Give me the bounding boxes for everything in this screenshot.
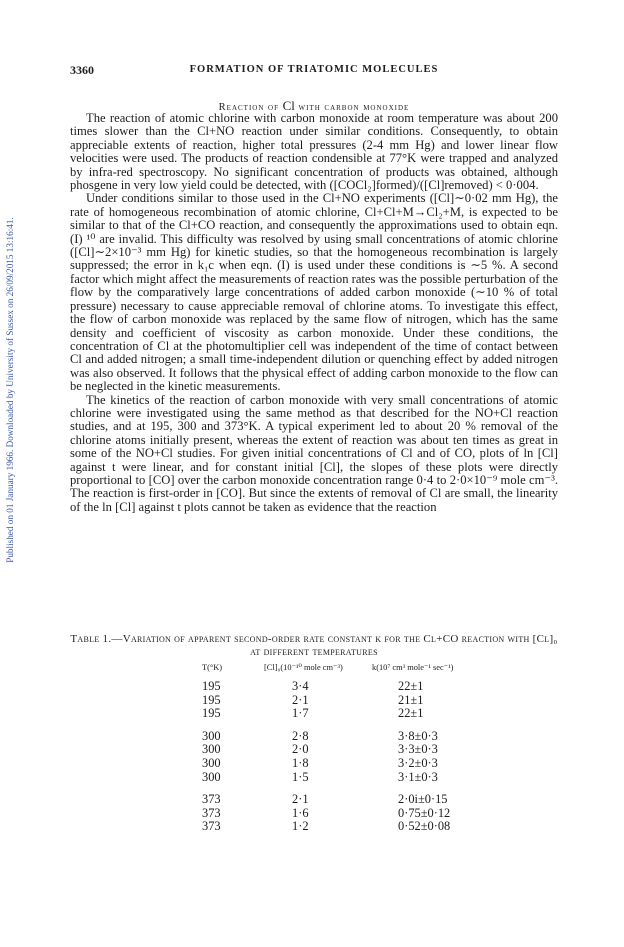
cell-rate-constant: 3·8±0·3 xyxy=(398,728,438,743)
cell-temperature: 373 xyxy=(202,792,221,807)
cell-rate-constant: 22±1 xyxy=(398,679,424,693)
table-row xyxy=(160,793,480,807)
cell-initial-cl: 1·8 xyxy=(292,755,309,770)
table-row xyxy=(160,743,480,757)
table-body xyxy=(160,680,480,834)
column-header-temperature: T(°K) xyxy=(202,662,223,672)
cell-initial-cl: 2·8 xyxy=(292,728,309,743)
cell-rate-constant: 3·3±0·3 xyxy=(398,742,438,757)
table-header-row xyxy=(160,662,480,680)
cell-temperature: 195 xyxy=(202,679,221,693)
paragraph: Under conditions similar to those used in the Cl+NO experiments ([Cl]∼0·02 mm Hg), the rate of homogeneous recombination of atomic chlorine, Cl+Cl+M→Cl₂+M, is expected to be similar to that of the Cl+CO reaction, and consequently the approximations used to obtain eqn. (I) ¹⁰ are invalid. This difficulty was resolved by using small concentrations of atomic chlorine ([Cl]∼2×10⁻³ mm Hg) for kinetic studies, so that the homogeneous recombination is largely suppressed; the error in k₁c when eqn. (I) is used under these conditions is ∼5 %. A second factor which might affect the measurements of reaction rates was the possible perturbation of the flow by the comparatively large concentrations of added carbon monoxide (∼10 % of total pressure) necessary to cause appreciable removal of chlorine atoms. To investigate this effect, the flow of carbon monoxide was replaced by the same flow of nitrogen, which has the same density and coefficient of viscosity as carbon monoxide. Under these conditions, the concentration of Cl at the photomultiplier cell was independent of the time of contact between Cl and added nitrogen; a small time-independent dilution or quenching effect by added nitrogen was also observed. It follows that the physical effect of adding carbon monoxide to the flow can be neglected in the kinetic measurements. xyxy=(70,191,558,394)
page-header xyxy=(70,63,558,77)
cell-rate-constant: 3·1±0·3 xyxy=(398,769,438,784)
section-heading-post: with carbon monoxide xyxy=(294,102,410,113)
cell-rate-constant: 22±1 xyxy=(398,706,424,721)
paragraph: The reaction of atomic chlorine with carbon monoxide at room temperature was about 200 times slower than the Cl+NO reaction under similar conditions. Consequently, to obtain appreciable extents of reaction, higher total pressures (2-4 mm Hg) and lower linear flow velocities were used. The products of reaction condensible at 77°K were trapped and analyzed by infra-red spectroscopy. No significant concentration of products was obtained, although phosgene in very low yield could be detected, with ([COCl₂]formed)/([Cl]removed) < 0·004. xyxy=(70,111,558,193)
table-row xyxy=(160,820,480,834)
cell-temperature: 300 xyxy=(202,755,221,770)
cell-rate-constant: 3·2±0·3 xyxy=(398,755,438,770)
column-header-rate-constant: k(10⁷ cm³ mole⁻¹ sec⁻¹) xyxy=(372,663,454,672)
cell-temperature: 300 xyxy=(202,742,221,757)
cell-initial-cl: 1·6 xyxy=(292,805,309,820)
table-row xyxy=(160,680,480,694)
cell-initial-cl: 1·7 xyxy=(292,706,309,721)
page-number: 3360 xyxy=(70,63,94,77)
download-notice xyxy=(3,180,17,600)
download-notice-text: Published on 01 January 1966. Downloaded by University of Sussex on 26/09/2015 13:16:41. xyxy=(5,217,15,563)
cell-temperature: 300 xyxy=(202,728,221,743)
cell-rate-constant: 2·0i±0·15 xyxy=(398,792,448,807)
cell-temperature: 195 xyxy=(202,692,221,707)
cell-temperature: 373 xyxy=(202,819,221,834)
table-row xyxy=(160,757,480,771)
cell-rate-constant: 21±1 xyxy=(398,692,424,707)
table-row xyxy=(160,771,480,785)
cell-initial-cl: 3·4 xyxy=(292,679,309,693)
cell-rate-constant: 0·75±0·12 xyxy=(398,805,451,820)
table-caption: Table 1.—Variation of apparent second-order rate constant k for the Cl+CO reaction with [Cl]₀ at different temperatures xyxy=(70,633,558,658)
table-row xyxy=(160,730,480,744)
cell-rate-constant: 0·52±0·08 xyxy=(398,819,451,834)
running-title: FORMATION OF TRIATOMIC MOLECULES xyxy=(189,64,439,75)
paragraph: The kinetics of the reaction of carbon monoxide with very small concentrations of atomic chlorine were investigated using the same method as that described for the NO+Cl reaction studies, and at 195, 300 and 373°K. A typical experiment led to about 20 % removal of the chlorine atoms initially present, whereas the extent of reaction was about ten times as great in some of the NO+Cl studies. For given initial concentrations of Cl and of CO, plots of ln [Cl] against t were linear, and for constant initial [Cl], the slopes of these plots were directly proportional to [CO] over the carbon monoxide concentration range 0·4 to 2·0×10⁻⁹ mole cm⁻³. The reaction is first-order in [CO]. But since the extents of removal of Cl are small, the linearity of the ln [Cl] against t plots cannot be taken as evidence that the reaction xyxy=(70,392,558,514)
section-heading-pre: Reaction of xyxy=(218,102,283,113)
cell-initial-cl: 2·1 xyxy=(292,692,309,707)
cell-initial-cl: 2·1 xyxy=(292,792,309,807)
table-row xyxy=(160,694,480,708)
column-header-initial-cl: [Cl]₀(10⁻¹⁰ mole cm⁻³) xyxy=(264,663,343,672)
table-row xyxy=(160,807,480,821)
cell-temperature: 373 xyxy=(202,805,221,820)
cell-temperature: 300 xyxy=(202,769,221,784)
cell-initial-cl: 1·5 xyxy=(292,769,309,784)
data-table xyxy=(160,662,480,834)
section-heading-symbol: Cl xyxy=(282,98,295,113)
cell-temperature: 195 xyxy=(202,706,221,721)
cell-initial-cl: 1·2 xyxy=(292,819,309,834)
table-row xyxy=(160,707,480,721)
cell-initial-cl: 2·0 xyxy=(292,742,309,757)
body-text xyxy=(70,112,558,514)
